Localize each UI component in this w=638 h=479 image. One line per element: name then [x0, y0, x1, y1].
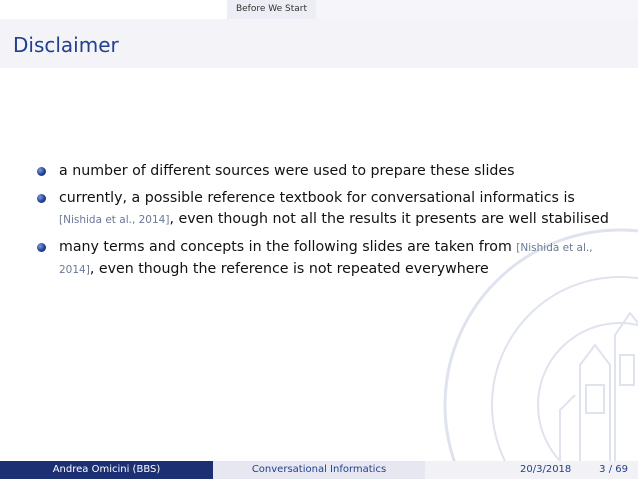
- bullet-list: [37, 161, 622, 287]
- bullet-text: , even though not all the results it presents are well stabilised: [169, 211, 609, 227]
- bullet-marker-icon: [37, 194, 46, 203]
- bullet-marker-icon: [37, 243, 46, 252]
- bullet-marker-icon: [37, 167, 46, 176]
- bullet-item: [37, 161, 622, 182]
- footer-date: 20/3/2018: [520, 464, 572, 475]
- footer-author: Andrea Omicini (BBS): [0, 461, 213, 479]
- bullet-text: many terms and concepts in the following slides are taken from: [59, 239, 517, 255]
- bullet-text: a number of different sources were used to prepare these slides: [59, 163, 515, 179]
- navigation-bar: [0, 0, 638, 19]
- navigation-bar-fill: [316, 0, 638, 19]
- footer: [0, 461, 638, 479]
- citation-link[interactable]: [Nishida et al., 2014]: [59, 242, 593, 276]
- bullet-text: currently, a possible reference textbook for conversational informatics is: [59, 190, 575, 206]
- footer-course-title: Conversational Informatics: [213, 461, 425, 479]
- bullet-item: [37, 188, 622, 231]
- bullet-text: , even though the reference is not repeated everywhere: [89, 261, 489, 277]
- footer-page-number: 3 / 69: [599, 464, 628, 475]
- citation-link[interactable]: [Nishida et al., 2014]: [59, 214, 170, 226]
- nav-section-before-we-start[interactable]: Before We Start: [227, 0, 316, 19]
- frame-title: Disclaimer: [13, 33, 119, 57]
- footer-info: [425, 461, 638, 479]
- bullet-item: [37, 237, 622, 281]
